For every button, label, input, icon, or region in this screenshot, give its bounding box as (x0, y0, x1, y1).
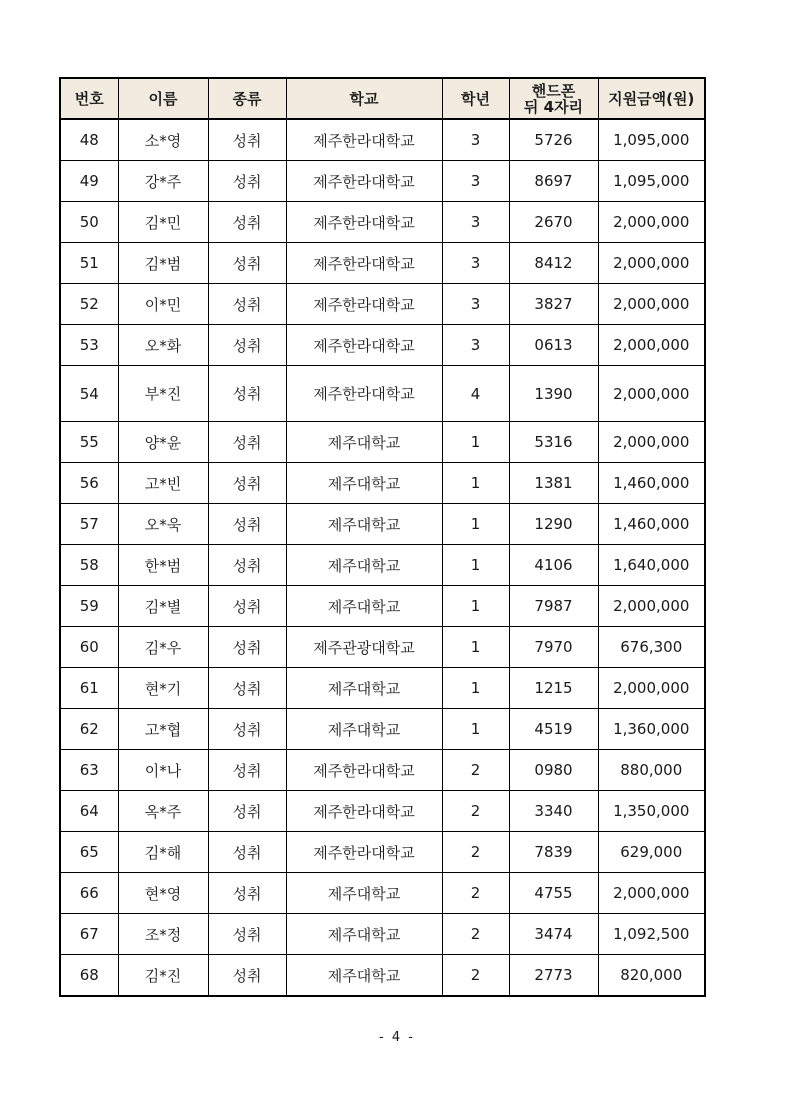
type-cell: 성취 (208, 504, 286, 545)
type-cell: 성취 (208, 243, 286, 284)
table-row (60, 422, 705, 463)
school-cell: 제주한라대학교 (286, 243, 442, 284)
name-cell: 오*욱 (118, 504, 208, 545)
grade-cell: 2 (442, 873, 509, 914)
school-cell: 제주대학교 (286, 463, 442, 504)
amount-cell: 2,000,000 (598, 422, 705, 463)
table-row (60, 463, 705, 504)
school-cell: 제주한라대학교 (286, 366, 442, 422)
amount-cell: 2,000,000 (598, 366, 705, 422)
type-cell: 성취 (208, 627, 286, 668)
number-cell: 57 (60, 504, 118, 545)
number-cell: 66 (60, 873, 118, 914)
type-cell: 성취 (208, 463, 286, 504)
table-row (60, 832, 705, 873)
grade-cell: 1 (442, 627, 509, 668)
name-cell: 이*나 (118, 750, 208, 791)
amount-cell: 2,000,000 (598, 668, 705, 709)
grade-cell: 2 (442, 791, 509, 832)
amount-cell: 880,000 (598, 750, 705, 791)
name-cell: 김*우 (118, 627, 208, 668)
phone-cell: 4106 (509, 545, 598, 586)
grade-cell: 2 (442, 832, 509, 873)
number-cell: 52 (60, 284, 118, 325)
type-cell: 성취 (208, 873, 286, 914)
phone-cell: 1215 (509, 668, 598, 709)
header-type: 종류 (208, 78, 286, 119)
school-cell: 제주대학교 (286, 504, 442, 545)
amount-cell: 676,300 (598, 627, 705, 668)
name-cell: 오*화 (118, 325, 208, 366)
phone-cell: 3827 (509, 284, 598, 325)
number-cell: 58 (60, 545, 118, 586)
table-row (60, 586, 705, 627)
type-cell: 성취 (208, 750, 286, 791)
type-cell: 성취 (208, 709, 286, 750)
grade-cell: 1 (442, 586, 509, 627)
school-cell: 제주한라대학교 (286, 325, 442, 366)
table-row (60, 504, 705, 545)
type-cell: 성취 (208, 161, 286, 202)
school-cell: 제주한라대학교 (286, 832, 442, 873)
amount-cell: 820,000 (598, 955, 705, 997)
amount-cell: 1,095,000 (598, 161, 705, 202)
school-cell: 제주한라대학교 (286, 119, 442, 161)
phone-cell: 0980 (509, 750, 598, 791)
name-cell: 고*빈 (118, 463, 208, 504)
table-row (60, 955, 705, 997)
phone-cell: 2773 (509, 955, 598, 997)
number-cell: 61 (60, 668, 118, 709)
name-cell: 조*정 (118, 914, 208, 955)
phone-cell: 5316 (509, 422, 598, 463)
amount-cell: 1,092,500 (598, 914, 705, 955)
type-cell: 성취 (208, 422, 286, 463)
page-number: - 4 - (379, 1030, 415, 1045)
table-row (60, 366, 705, 422)
number-cell: 54 (60, 366, 118, 422)
number-cell: 49 (60, 161, 118, 202)
name-cell: 한*범 (118, 545, 208, 586)
type-cell: 성취 (208, 325, 286, 366)
table-row (60, 627, 705, 668)
amount-cell: 2,000,000 (598, 202, 705, 243)
type-cell: 성취 (208, 668, 286, 709)
amount-cell: 1,350,000 (598, 791, 705, 832)
type-cell: 성취 (208, 119, 286, 161)
name-cell: 옥*주 (118, 791, 208, 832)
grade-cell: 3 (442, 161, 509, 202)
school-cell: 제주관광대학교 (286, 627, 442, 668)
grade-cell: 4 (442, 366, 509, 422)
phone-cell: 4519 (509, 709, 598, 750)
school-cell: 제주대학교 (286, 422, 442, 463)
school-cell: 제주한라대학교 (286, 202, 442, 243)
grade-cell: 2 (442, 750, 509, 791)
table-row (60, 202, 705, 243)
grade-cell: 2 (442, 955, 509, 997)
phone-cell: 7987 (509, 586, 598, 627)
phone-cell: 1390 (509, 366, 598, 422)
type-cell: 성취 (208, 832, 286, 873)
name-cell: 현*영 (118, 873, 208, 914)
school-cell: 제주한라대학교 (286, 791, 442, 832)
phone-cell: 4755 (509, 873, 598, 914)
table-row (60, 709, 705, 750)
name-cell: 현*기 (118, 668, 208, 709)
amount-cell: 1,460,000 (598, 504, 705, 545)
name-cell: 김*해 (118, 832, 208, 873)
number-cell: 51 (60, 243, 118, 284)
table-row (60, 243, 705, 284)
number-cell: 56 (60, 463, 118, 504)
grade-cell: 1 (442, 422, 509, 463)
recipient-table (59, 77, 706, 997)
phone-cell: 2670 (509, 202, 598, 243)
table-row (60, 791, 705, 832)
amount-cell: 2,000,000 (598, 586, 705, 627)
phone-cell: 7970 (509, 627, 598, 668)
number-cell: 55 (60, 422, 118, 463)
name-cell: 김*민 (118, 202, 208, 243)
type-cell: 성취 (208, 586, 286, 627)
table-row (60, 119, 705, 161)
school-cell: 제주한라대학교 (286, 284, 442, 325)
number-cell: 48 (60, 119, 118, 161)
grade-cell: 1 (442, 668, 509, 709)
type-cell: 성취 (208, 366, 286, 422)
school-cell: 제주한라대학교 (286, 750, 442, 791)
number-cell: 65 (60, 832, 118, 873)
table-row (60, 325, 705, 366)
number-cell: 63 (60, 750, 118, 791)
type-cell: 성취 (208, 545, 286, 586)
school-cell: 제주대학교 (286, 545, 442, 586)
phone-cell: 1381 (509, 463, 598, 504)
grade-cell: 1 (442, 463, 509, 504)
header-amount: 지원금액(원) (598, 78, 705, 119)
type-cell: 성취 (208, 284, 286, 325)
type-cell: 성취 (208, 791, 286, 832)
header-phone-last4: 핸드폰 뒤 4자리 (509, 78, 598, 119)
amount-cell: 2,000,000 (598, 284, 705, 325)
name-cell: 고*협 (118, 709, 208, 750)
number-cell: 59 (60, 586, 118, 627)
table-row (60, 668, 705, 709)
amount-cell: 2,000,000 (598, 243, 705, 284)
name-cell: 부*진 (118, 366, 208, 422)
school-cell: 제주대학교 (286, 873, 442, 914)
grade-cell: 1 (442, 504, 509, 545)
number-cell: 64 (60, 791, 118, 832)
table-row (60, 545, 705, 586)
header-name: 이름 (118, 78, 208, 119)
type-cell: 성취 (208, 955, 286, 997)
header-school: 학교 (286, 78, 442, 119)
school-cell: 제주대학교 (286, 668, 442, 709)
phone-cell: 3340 (509, 791, 598, 832)
amount-cell: 629,000 (598, 832, 705, 873)
school-cell: 제주대학교 (286, 586, 442, 627)
grade-cell: 3 (442, 202, 509, 243)
school-cell: 제주대학교 (286, 709, 442, 750)
grade-cell: 3 (442, 325, 509, 366)
school-cell: 제주대학교 (286, 914, 442, 955)
amount-cell: 1,095,000 (598, 119, 705, 161)
table-row (60, 750, 705, 791)
table-header-row (60, 78, 705, 119)
school-cell: 제주한라대학교 (286, 161, 442, 202)
type-cell: 성취 (208, 202, 286, 243)
amount-cell: 1,640,000 (598, 545, 705, 586)
number-cell: 50 (60, 202, 118, 243)
amount-cell: 1,460,000 (598, 463, 705, 504)
table-body (60, 119, 705, 996)
name-cell: 김*진 (118, 955, 208, 997)
header-grade: 학년 (442, 78, 509, 119)
amount-cell: 2,000,000 (598, 873, 705, 914)
number-cell: 53 (60, 325, 118, 366)
grade-cell: 1 (442, 709, 509, 750)
grade-cell: 1 (442, 545, 509, 586)
grade-cell: 3 (442, 243, 509, 284)
number-cell: 62 (60, 709, 118, 750)
phone-cell: 7839 (509, 832, 598, 873)
name-cell: 이*민 (118, 284, 208, 325)
number-cell: 68 (60, 955, 118, 997)
table-row (60, 284, 705, 325)
grade-cell: 3 (442, 284, 509, 325)
phone-cell: 5726 (509, 119, 598, 161)
name-cell: 소*영 (118, 119, 208, 161)
table-row (60, 914, 705, 955)
phone-cell: 0613 (509, 325, 598, 366)
phone-cell: 1290 (509, 504, 598, 545)
amount-cell: 1,360,000 (598, 709, 705, 750)
name-cell: 양*윤 (118, 422, 208, 463)
phone-cell: 3474 (509, 914, 598, 955)
name-cell: 김*별 (118, 586, 208, 627)
phone-cell: 8697 (509, 161, 598, 202)
table-row (60, 873, 705, 914)
phone-cell: 8412 (509, 243, 598, 284)
table-row (60, 161, 705, 202)
type-cell: 성취 (208, 914, 286, 955)
school-cell: 제주대학교 (286, 955, 442, 997)
name-cell: 김*범 (118, 243, 208, 284)
number-cell: 60 (60, 627, 118, 668)
name-cell: 강*주 (118, 161, 208, 202)
grade-cell: 2 (442, 914, 509, 955)
grade-cell: 3 (442, 119, 509, 161)
header-number: 번호 (60, 78, 118, 119)
number-cell: 67 (60, 914, 118, 955)
amount-cell: 2,000,000 (598, 325, 705, 366)
